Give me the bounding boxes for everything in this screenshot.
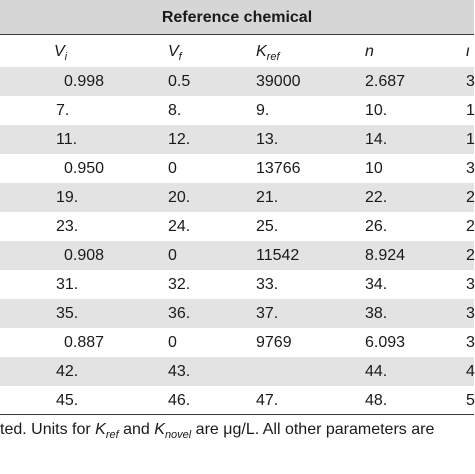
footer-divider xyxy=(0,414,474,415)
table-cell: 0 xyxy=(168,247,177,264)
column-header-kref: $K_{ref}$ xyxy=(256,43,280,64)
table-cell: 0.887 xyxy=(64,334,105,351)
table-group-header xyxy=(0,0,474,34)
table-cell: 26. xyxy=(365,218,388,235)
table-cell: 13766 xyxy=(256,160,301,177)
table-cell: 2 xyxy=(466,189,475,206)
table-cell: 10 xyxy=(365,160,383,177)
footnote-text-2: and xyxy=(118,421,155,438)
table-row xyxy=(0,299,474,328)
table-cell: 48. xyxy=(365,392,388,409)
table-row xyxy=(0,154,474,183)
table-cell: 32. xyxy=(168,276,191,293)
table-row xyxy=(0,183,474,212)
table-cell: 33. xyxy=(256,276,279,293)
column-header-vi: $V_i$ xyxy=(54,43,68,64)
table-row xyxy=(0,328,474,357)
table-cell: 19. xyxy=(56,189,79,206)
table-cell: 23. xyxy=(56,218,79,235)
footnote-text-3: are μg/L. All other parameters are xyxy=(191,421,435,438)
table-row xyxy=(0,67,474,96)
table-cell: 4 xyxy=(466,363,475,380)
table-cell: 5 xyxy=(466,392,475,409)
table-cell: 9769 xyxy=(256,334,292,351)
table-cell: 1 xyxy=(466,131,475,148)
table-cell: 25. xyxy=(256,218,279,235)
table-footnote xyxy=(0,417,474,443)
table-cell: 3 xyxy=(466,160,475,177)
table-cell: 3 xyxy=(466,305,475,322)
table-cell: 2 xyxy=(466,218,475,235)
table-cell: 9. xyxy=(256,102,270,119)
table-cell: 10. xyxy=(365,102,388,119)
table-cell: 1 xyxy=(466,102,475,119)
table-cell: 0.5 xyxy=(168,73,191,90)
table-cell: 46. xyxy=(168,392,191,409)
table-row xyxy=(0,212,474,241)
table-cell: 37. xyxy=(256,305,279,322)
table-cell: 34. xyxy=(365,276,388,293)
table-cell: 2 xyxy=(466,247,475,264)
table-row xyxy=(0,125,474,154)
table-row xyxy=(0,270,474,299)
table-cell: 6.093 xyxy=(365,334,406,351)
table-cell: 3 xyxy=(466,334,475,351)
table-cell: 36. xyxy=(168,305,191,322)
table-cell: 0 xyxy=(168,160,177,177)
table-cell: 0.950 xyxy=(64,160,105,177)
table-cell: 39000 xyxy=(256,73,301,90)
table-cell: 11542 xyxy=(256,247,300,264)
column-header-cut: ι xyxy=(466,43,470,60)
table-cell: 21. xyxy=(256,189,279,206)
table-cell: 47. xyxy=(256,392,279,409)
column-header-vf: $V_f$ xyxy=(168,43,182,64)
column-header-row xyxy=(0,35,474,65)
table-cell: 8. xyxy=(168,102,182,119)
table-cell: 13. xyxy=(256,131,279,148)
table-cell: 7. xyxy=(56,102,70,119)
table-row xyxy=(0,96,474,125)
table-cell: 3 xyxy=(466,276,475,293)
table-cell: 12. xyxy=(168,131,191,148)
footnote-kref: $K_{ref}$ xyxy=(95,421,119,442)
table-cell: 45. xyxy=(56,392,79,409)
table-cell: 0.998 xyxy=(64,73,105,90)
table-cell: 44. xyxy=(365,363,388,380)
table-cell: 8.924 xyxy=(365,247,406,264)
group-header-title: Reference chemical xyxy=(161,9,313,26)
table-cell: 2.687 xyxy=(365,73,406,90)
table-cell: 22. xyxy=(365,189,388,206)
table-cell: 20. xyxy=(168,189,191,206)
table-cell: 43. xyxy=(168,363,191,380)
table-row xyxy=(0,241,474,270)
table-cell: 42. xyxy=(56,363,79,380)
table-row xyxy=(0,386,474,415)
table-cell: 0.908 xyxy=(64,247,105,264)
footnote-text-1: ted. Units for xyxy=(0,421,96,438)
table-cell: 0 xyxy=(168,334,177,351)
table-cell: 11. xyxy=(56,131,78,148)
table-cell: 31. xyxy=(56,276,79,293)
table-cell: 14. xyxy=(365,131,388,148)
footnote-knovel: $K_{novel}$ xyxy=(154,421,192,442)
table-cell: 38. xyxy=(365,305,388,322)
table-cell: 35. xyxy=(56,305,79,322)
column-header-n: n xyxy=(365,43,374,60)
table-row xyxy=(0,357,474,386)
table-cell: 24. xyxy=(168,218,191,235)
table-cell: 3 xyxy=(466,73,475,90)
